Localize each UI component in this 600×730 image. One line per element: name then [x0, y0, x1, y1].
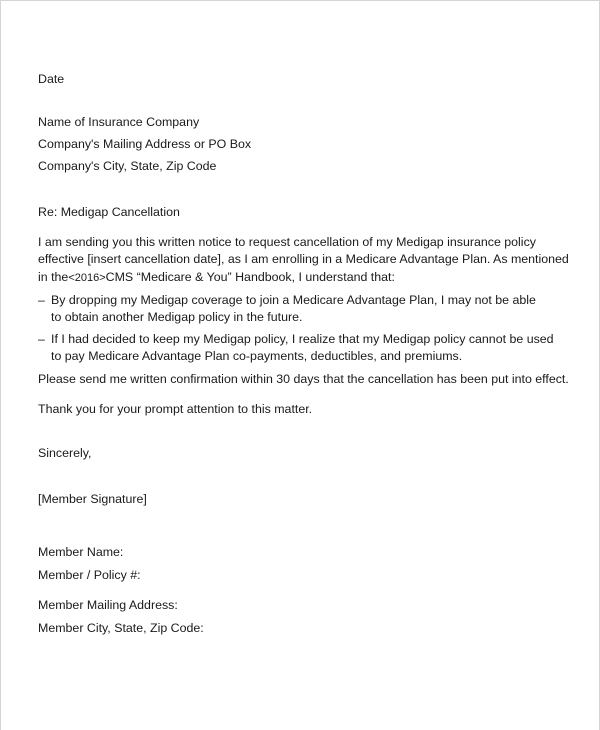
closing-line: Sincerely, — [38, 446, 92, 460]
body-intro-line-3-end: CMS “Medicare & You” Handbook, I understand that: — [105, 270, 395, 284]
body-intro-line-3 — [38, 269, 395, 286]
recipient-company-name: Name of Insurance Company — [38, 115, 200, 129]
bullet-1-line-2: to obtain another Medigap policy in the future. — [51, 310, 303, 324]
confirmation-request: Please send me written confirmation within 30 days that the cancellation has been put into effect. — [38, 372, 569, 386]
bullet-2-marker: – — [38, 332, 45, 346]
member-policy-label: Member / Policy #: — [38, 568, 141, 582]
bullet-1-marker: – — [38, 293, 45, 307]
member-mailing-address-label: Member Mailing Address: — [38, 598, 178, 612]
recipient-city-state-zip: Company's City, State, Zip Code — [38, 159, 217, 173]
body-intro-line-3-start: in the — [38, 270, 69, 284]
body-intro-line-1: I am sending you this written notice to request cancellation of my Medigap insurance policy — [38, 235, 536, 249]
handbook-year: <2016> — [68, 272, 106, 284]
member-city-state-zip-label: Member City, State, Zip Code: — [38, 621, 204, 635]
subject-line: Re: Medigap Cancellation — [38, 205, 180, 219]
date-line: Date — [38, 72, 65, 86]
body-intro-line-2: effective [insert cancellation date], as I am enrolling in a Medicare Advantage Plan. As mentioned — [38, 252, 569, 266]
member-name-label: Member Name: — [38, 545, 124, 559]
thanks-line: Thank you for your prompt attention to this matter. — [38, 402, 313, 416]
recipient-mailing-address: Company's Mailing Address or PO Box — [38, 137, 252, 151]
bullet-2-line-2: to pay Medicare Advantage Plan co-payments, deductibles, and premiums. — [51, 349, 463, 363]
bullet-1-line-1: By dropping my Medigap coverage to join a Medicare Advantage Plan, I may not be able — [51, 293, 536, 307]
signature-placeholder: [Member Signature] — [38, 492, 147, 506]
bullet-2-line-1: If I had decided to keep my Medigap policy, I realize that my Medigap policy cannot be used — [51, 332, 554, 346]
